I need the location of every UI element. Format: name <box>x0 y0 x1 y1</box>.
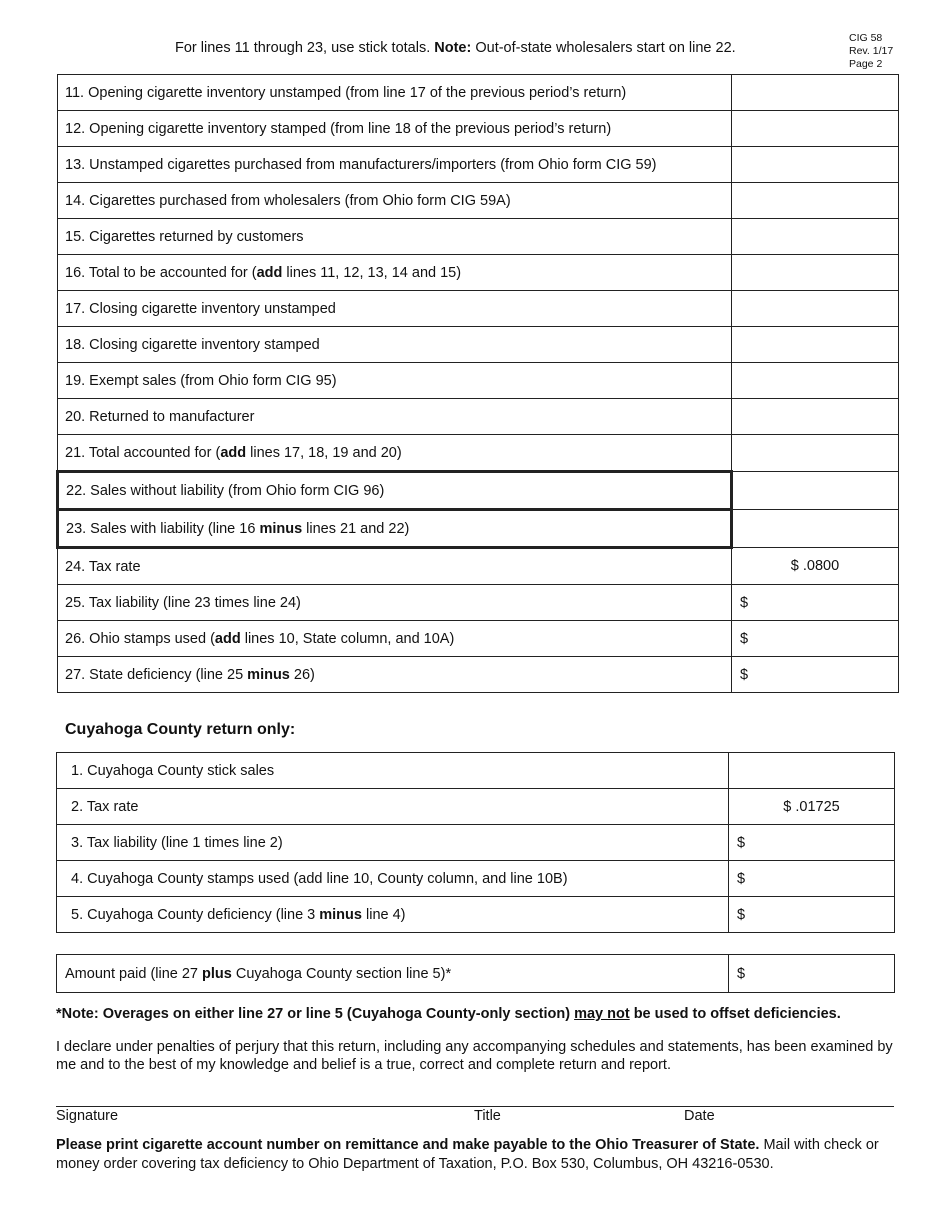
line-21-row <box>58 435 899 472</box>
line-23-row <box>58 510 899 548</box>
line-23-input[interactable] <box>732 510 899 548</box>
line-13-label: 13. Unstamped cigarettes purchased from manufacturers/importers (from Ohio form CIG 59) <box>58 147 732 183</box>
line-19-row <box>58 363 899 399</box>
form-id-block <box>849 32 893 71</box>
county-lines-table <box>56 752 895 933</box>
form-revision: Rev. 1/17 <box>849 45 894 57</box>
line-24-row <box>58 548 899 585</box>
overage-note-underlined: may not <box>574 1006 630 1022</box>
line-13-row <box>58 147 899 183</box>
line-19-label: 19. Exempt sales (from Ohio form CIG 95) <box>58 363 732 399</box>
line-27-label-c: 26) <box>289 666 315 683</box>
county-line-5-input[interactable]: $ <box>729 897 895 933</box>
line-23-label-a: 23. Sales with liability (line 16 <box>66 520 260 537</box>
line-15-input[interactable] <box>732 219 899 255</box>
county-line-4-row <box>57 861 895 897</box>
line-26-label-a: 26. Ohio stamps used ( <box>65 630 215 647</box>
county-line-5-label-a: 5. Cuyahoga County deficiency (line 3 <box>71 906 320 923</box>
instruction-prefix: For lines 11 through 23, use stick totals. <box>175 40 431 56</box>
line-27-row <box>58 657 899 693</box>
state-lines-table <box>56 74 899 693</box>
line-15-row <box>58 219 899 255</box>
county-line-5-label-c: line 4) <box>361 906 406 923</box>
line-16-label-b: add <box>256 264 283 281</box>
line-11-row <box>58 75 899 111</box>
line-12-row <box>58 111 899 147</box>
line-26-label-b: add <box>214 630 241 647</box>
line-13-input[interactable] <box>732 147 899 183</box>
line-23-label <box>58 510 732 548</box>
line-22-row <box>58 472 899 510</box>
line-21-label <box>58 435 732 472</box>
line-20-label: 20. Returned to manufacturer <box>58 399 732 435</box>
remittance-rest: Mail with check or money order covering tax deficiency to Ohio Department of Taxation, P.O. Box 530, Columbus, OH 43216-0530. <box>56 1137 879 1172</box>
line-14-input[interactable] <box>732 183 899 219</box>
line-11-label: 11. Opening cigarette inventory unstamped (from line 17 of the previous period’s return) <box>58 75 732 111</box>
county-line-1-label: 1. Cuyahoga County stick sales <box>57 753 729 789</box>
line-15-label: 15. Cigarettes returned by customers <box>58 219 732 255</box>
line-16-label-c: lines 11, 12, 13, 14 and 15) <box>282 264 462 281</box>
amount-paid-label-c: Cuyahoga County section line 5)* <box>231 965 452 982</box>
line-16-row <box>58 255 899 291</box>
line-22-input[interactable] <box>732 472 899 510</box>
line-26-label-c: lines 10, State column, and 10A) <box>240 630 455 647</box>
perjury-declaration: I declare under penalties of perjury that this return, including any accompanying schedules and statements, has been examined by me and to the best of my knowledge and belief is a true, correct and complete return and report. <box>56 1039 893 1073</box>
county-line-1-input[interactable] <box>729 753 895 789</box>
line-26-input[interactable]: $ <box>732 621 899 657</box>
line-23-label-b: minus <box>259 520 303 537</box>
amount-paid-label-b: plus <box>202 965 232 982</box>
county-line-3-row <box>57 825 895 861</box>
line-25-input[interactable]: $ <box>732 585 899 621</box>
line-22-label: 22. Sales without liability (from Ohio form CIG 96) <box>58 472 732 510</box>
line-11-input[interactable] <box>732 75 899 111</box>
line-24-tax-rate: $ .0800 <box>732 548 899 585</box>
title-label: Title <box>474 1108 501 1124</box>
line-14-row <box>58 183 899 219</box>
line-26-label <box>58 621 732 657</box>
line-18-label: 18. Closing cigarette inventory stamped <box>58 327 732 363</box>
line-23-label-c: lines 21 and 22) <box>302 520 410 537</box>
date-label: Date <box>684 1108 715 1124</box>
line-17-row <box>58 291 899 327</box>
line-16-input[interactable] <box>732 255 899 291</box>
line-21-label-b: add <box>220 444 247 461</box>
line-17-input[interactable] <box>732 291 899 327</box>
line-27-label-b: minus <box>247 666 290 683</box>
line-27-input[interactable]: $ <box>732 657 899 693</box>
page-number: Page 2 <box>849 58 883 70</box>
overage-note-suffix: be used to offset deficiencies. <box>629 1006 841 1022</box>
line-21-input[interactable] <box>732 435 899 472</box>
line-18-input[interactable] <box>732 327 899 363</box>
line-16-label-a: 16. Total to be accounted for ( <box>65 264 257 281</box>
line-12-label: 12. Opening cigarette inventory stamped (from line 18 of the previous period’s return) <box>58 111 732 147</box>
county-section-title: Cuyahoga County return only: <box>65 721 296 738</box>
county-line-3-input[interactable]: $ <box>729 825 895 861</box>
county-line-4-input[interactable]: $ <box>729 861 895 897</box>
line-27-label-a: 27. State deficiency (line 25 <box>65 666 248 683</box>
remittance-instructions <box>56 1136 906 1174</box>
line-18-row <box>58 327 899 363</box>
line-27-label <box>58 657 732 693</box>
instruction-note-label: Note: <box>434 40 472 56</box>
instruction-line <box>175 40 736 56</box>
line-17-label: 17. Closing cigarette inventory unstamped <box>58 291 732 327</box>
county-line-4-label: 4. Cuyahoga County stamps used (add line 10, County column, and line 10B) <box>57 861 729 897</box>
county-line-5-label <box>57 897 729 933</box>
overage-note-prefix: *Note: Overages on either line 27 or line 5 (Cuyahoga County-only section) <box>56 1006 575 1022</box>
county-line-2-label: 2. Tax rate <box>57 789 729 825</box>
county-line-3-label: 3. Tax liability (line 1 times line 2) <box>57 825 729 861</box>
line-24-label: 24. Tax rate <box>58 548 732 585</box>
county-line-1-row <box>57 753 895 789</box>
signature-label: Signature <box>56 1108 119 1124</box>
county-line-2-row <box>57 789 895 825</box>
amount-paid-label <box>57 955 729 993</box>
line-21-label-c: lines 17, 18, 19 and 20) <box>246 444 402 461</box>
line-12-input[interactable] <box>732 111 899 147</box>
line-19-input[interactable] <box>732 363 899 399</box>
amount-paid-row <box>57 955 895 993</box>
remittance-bold: Please print cigarette account number on remittance and make payable to the Ohio Treasurer of State. <box>56 1137 760 1153</box>
instruction-note-text: Out-of-state wholesalers start on line 22. <box>475 40 736 56</box>
form-id: CIG 58 <box>849 32 883 44</box>
amount-paid-label-a: Amount paid (line 27 <box>65 965 203 982</box>
amount-paid-input[interactable]: $ <box>729 955 895 993</box>
line-20-input[interactable] <box>732 399 899 435</box>
line-25-label: 25. Tax liability (line 23 times line 24) <box>58 585 732 621</box>
overage-note <box>56 1006 841 1022</box>
line-16-label <box>58 255 732 291</box>
line-21-label-a: 21. Total accounted for ( <box>65 444 221 461</box>
amount-paid-table <box>56 954 895 993</box>
county-line-2-tax-rate: $ .01725 <box>729 789 895 825</box>
county-line-5-row <box>57 897 895 933</box>
line-20-row <box>58 399 899 435</box>
county-line-5-label-b: minus <box>319 906 362 923</box>
line-26-row <box>58 621 899 657</box>
line-14-label: 14. Cigarettes purchased from wholesalers (from Ohio form CIG 59A) <box>58 183 732 219</box>
signature-line[interactable] <box>56 1106 894 1107</box>
line-25-row <box>58 585 899 621</box>
